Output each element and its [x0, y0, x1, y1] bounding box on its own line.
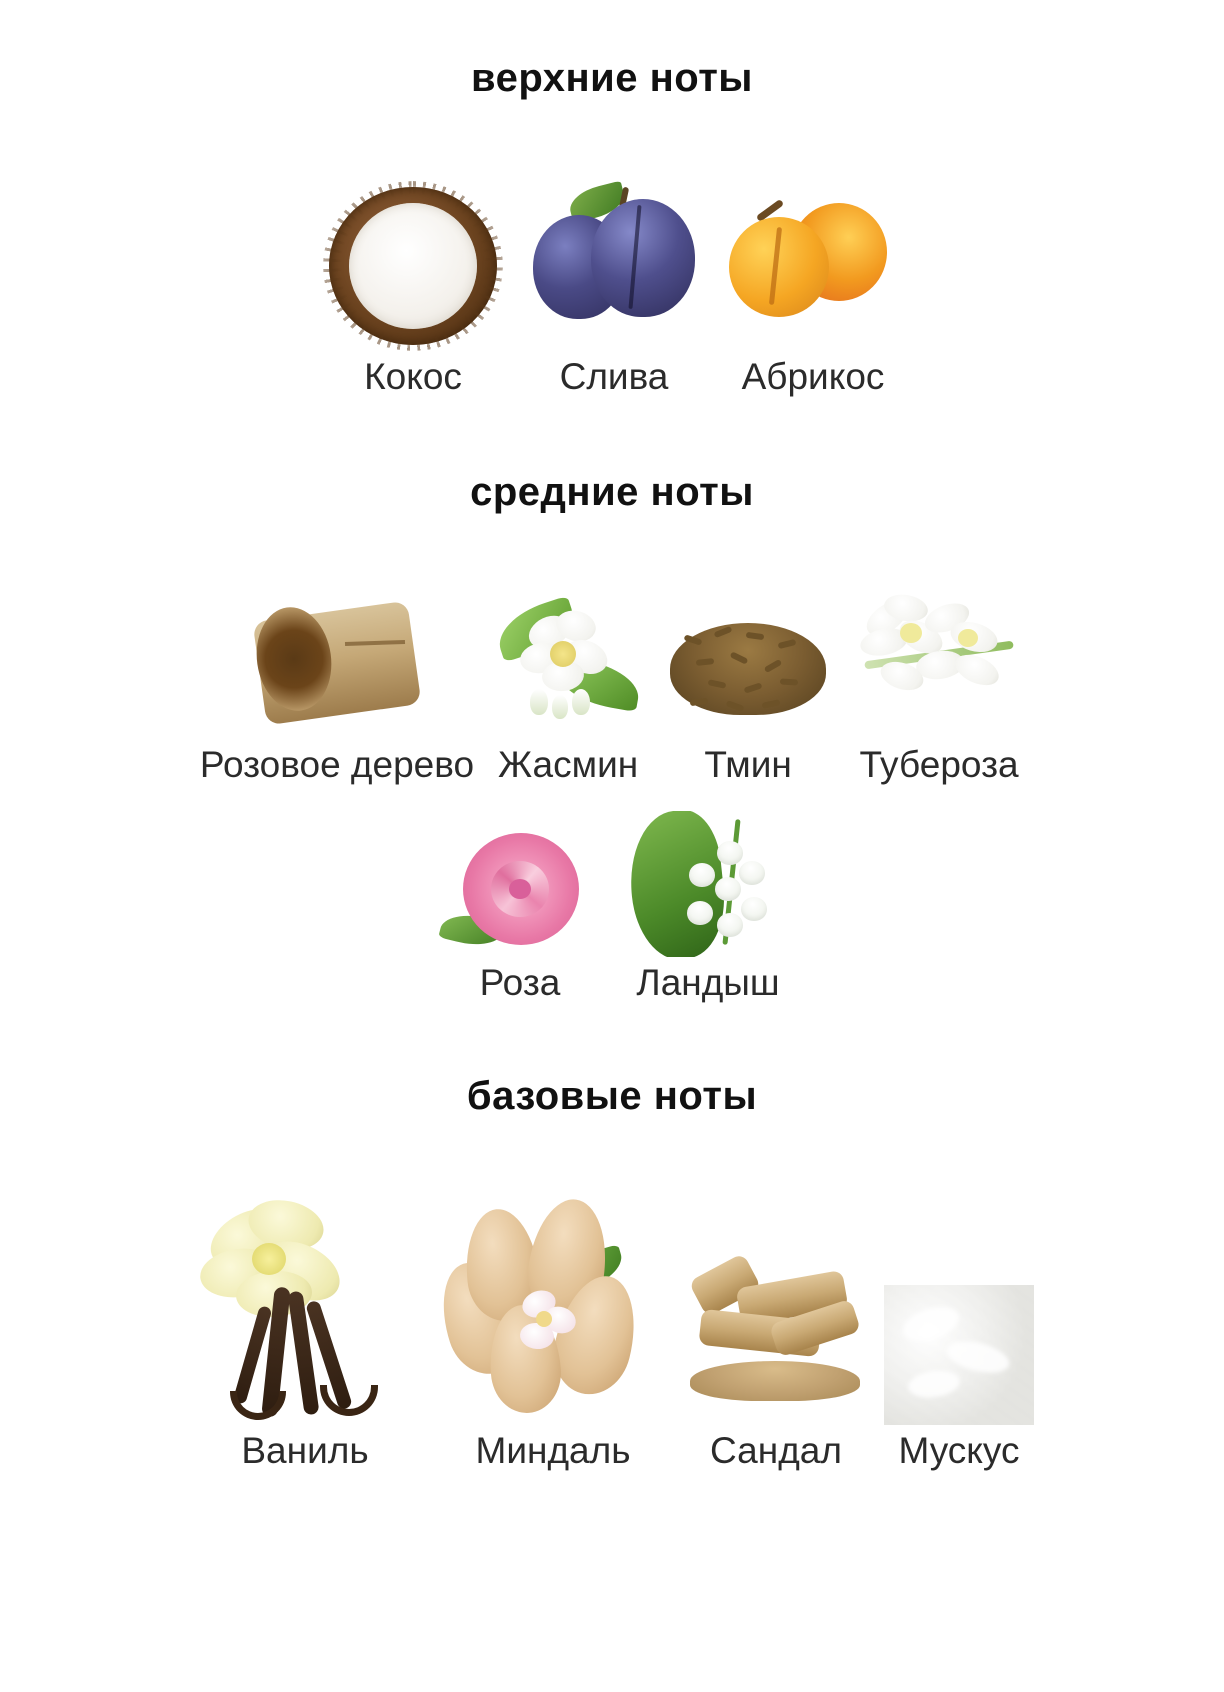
section-title-base-notes: базовые ноты: [466, 1074, 758, 1119]
note-item: [680, 1249, 872, 1472]
note-item: [878, 1285, 1040, 1472]
note-item: [194, 589, 480, 786]
rosewood-image: [249, 589, 425, 739]
section-middle-notes: [0, 398, 1224, 1004]
note-label: Розовое дерево: [199, 743, 475, 785]
note-label: Миндаль: [475, 1430, 631, 1472]
jasmine-image: [494, 589, 642, 739]
note-item: [719, 181, 907, 398]
note-label: Тубероза: [859, 743, 1019, 785]
note-label: Роза: [479, 962, 561, 1004]
note-item: [488, 589, 648, 786]
note-item: [432, 1195, 674, 1472]
note-item: [429, 811, 611, 1004]
notes-row: [0, 589, 1224, 786]
note-label: Ландыш: [636, 962, 780, 1004]
notes-row: [0, 1195, 1224, 1472]
lily-of-the-valley-image: [627, 811, 789, 957]
note-item: [519, 181, 709, 398]
apricot-image: [725, 181, 901, 351]
note-item: [621, 811, 795, 1004]
vanilla-image: [190, 1195, 420, 1425]
musk-image: [884, 1285, 1034, 1425]
tuberose-image: [854, 589, 1024, 739]
note-item: [848, 589, 1030, 786]
section-title-top-notes: верхние ноты: [471, 56, 753, 100]
section-base-notes: [0, 1004, 1224, 1472]
note-label: Тмин: [704, 743, 792, 785]
cumin-image: [662, 589, 834, 739]
sandalwood-image: [686, 1249, 866, 1425]
almond-image: [438, 1195, 668, 1425]
notes-row: [0, 811, 1224, 1004]
coconut-image: [323, 181, 503, 351]
section-title-middle-notes: средние ноты: [470, 469, 754, 514]
note-label: Ваниль: [241, 1430, 369, 1472]
note-label: Сандал: [710, 1430, 842, 1472]
notes-row: [0, 181, 1224, 398]
note-label: Кокос: [364, 356, 462, 397]
section-top-notes: [0, 0, 1224, 398]
note-label: Слива: [559, 356, 669, 397]
note-item: [317, 181, 509, 398]
note-item: [656, 589, 840, 786]
plum-image: [525, 181, 703, 351]
rose-image: [435, 811, 605, 957]
note-label: Жасмин: [497, 743, 639, 785]
note-item: [184, 1195, 426, 1472]
note-label: Мускус: [898, 1430, 1020, 1472]
note-label: Абрикос: [741, 356, 885, 397]
